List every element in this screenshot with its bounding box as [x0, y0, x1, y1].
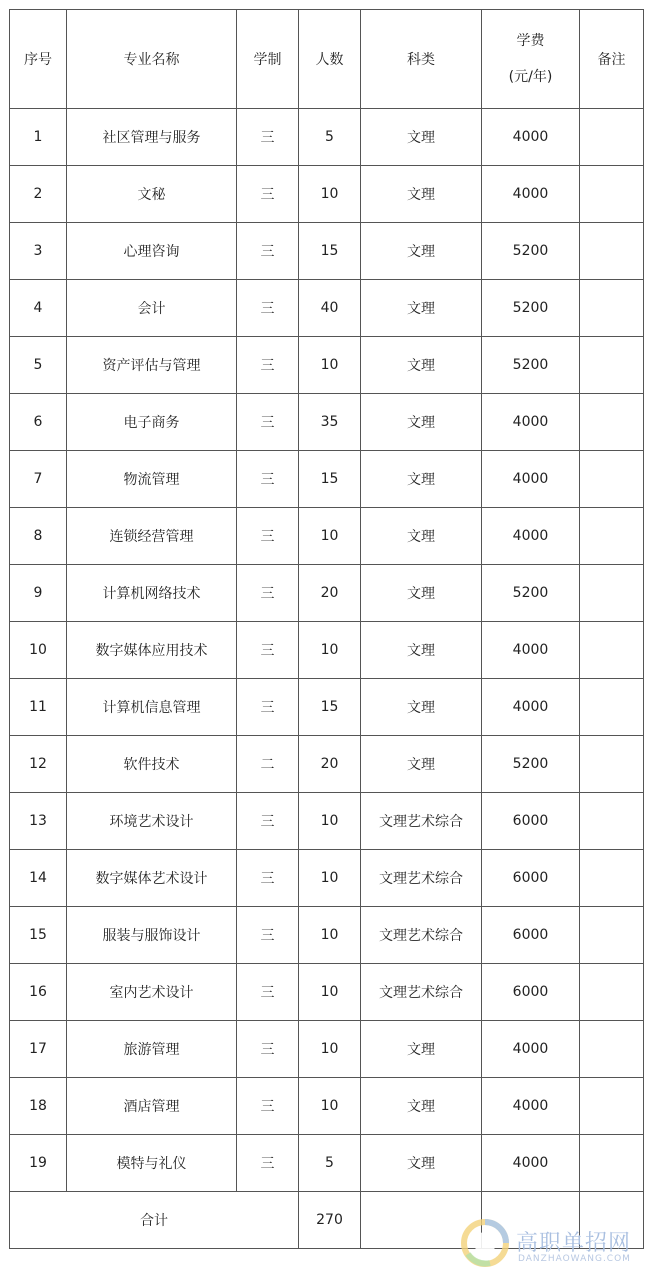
- header-fee-line2: (元/年): [508, 69, 553, 85]
- cell-count: 20: [299, 565, 361, 622]
- cell-category: 文理: [361, 280, 482, 337]
- cell-fee: 4000: [482, 1021, 580, 1078]
- cell-no: 1: [10, 109, 67, 166]
- enrollment-table: [9, 9, 644, 1249]
- cell-count: 40: [299, 280, 361, 337]
- cell-duration: 三: [237, 109, 299, 166]
- cell-category: 文理: [361, 1078, 482, 1135]
- cell-count: 10: [299, 1021, 361, 1078]
- cell-duration: 三: [237, 850, 299, 907]
- cell-duration: 三: [237, 394, 299, 451]
- cell-category: 文理: [361, 736, 482, 793]
- cell-duration: 三: [237, 280, 299, 337]
- table-row: [10, 622, 644, 679]
- cell-count: 10: [299, 508, 361, 565]
- cell-fee: 6000: [482, 850, 580, 907]
- cell-fee: 4000: [482, 451, 580, 508]
- cell-remark: [580, 166, 644, 223]
- cell-duration: 三: [237, 451, 299, 508]
- cell-no: 4: [10, 280, 67, 337]
- cell-fee: 6000: [482, 793, 580, 850]
- cell-no: 2: [10, 166, 67, 223]
- cell-fee: 5200: [482, 565, 580, 622]
- cell-fee: 4000: [482, 1135, 580, 1192]
- table-row: [10, 1078, 644, 1135]
- cell-remark: [580, 907, 644, 964]
- cell-fee: 5200: [482, 337, 580, 394]
- table-row: [10, 679, 644, 736]
- cell-count: 15: [299, 451, 361, 508]
- cell-remark: [580, 394, 644, 451]
- cell-category: 文理艺术综合: [361, 907, 482, 964]
- table-row: [10, 964, 644, 1021]
- cell-category: 文理艺术综合: [361, 793, 482, 850]
- table-header-row: [10, 10, 644, 109]
- cell-count: 15: [299, 679, 361, 736]
- cell-no: 3: [10, 223, 67, 280]
- cell-remark: [580, 793, 644, 850]
- header-duration: 学制: [237, 10, 299, 109]
- cell-no: 6: [10, 394, 67, 451]
- table-row: [10, 736, 644, 793]
- header-fee-line1: 学费: [516, 33, 545, 49]
- cell-category: 文理: [361, 565, 482, 622]
- table-row: [10, 1135, 644, 1192]
- cell-major: 服装与服饰设计: [67, 907, 237, 964]
- header-count: 人数: [299, 10, 361, 109]
- cell-major: 物流管理: [67, 451, 237, 508]
- cell-duration: 三: [237, 1021, 299, 1078]
- header-remark: 备注: [580, 10, 644, 109]
- cell-category: 文理艺术综合: [361, 850, 482, 907]
- cell-count: 5: [299, 109, 361, 166]
- cell-major: 会计: [67, 280, 237, 337]
- header-no: 序号: [10, 10, 67, 109]
- table-row: [10, 109, 644, 166]
- cell-fee: 6000: [482, 907, 580, 964]
- cell-fee: 6000: [482, 964, 580, 1021]
- cell-category: 文理: [361, 508, 482, 565]
- cell-count: 10: [299, 850, 361, 907]
- cell-count: 10: [299, 166, 361, 223]
- cell-major: 模特与礼仪: [67, 1135, 237, 1192]
- cell-category: 文理: [361, 1135, 482, 1192]
- cell-major: 数字媒体艺术设计: [67, 850, 237, 907]
- cell-fee: 5200: [482, 223, 580, 280]
- cell-duration: 三: [237, 1078, 299, 1135]
- total-count: 270: [299, 1192, 361, 1249]
- cell-no: 10: [10, 622, 67, 679]
- cell-no: 5: [10, 337, 67, 394]
- cell-remark: [580, 1021, 644, 1078]
- cell-no: 7: [10, 451, 67, 508]
- cell-duration: 三: [237, 223, 299, 280]
- cell-no: 14: [10, 850, 67, 907]
- cell-remark: [580, 964, 644, 1021]
- site-logo-icon: [460, 1218, 510, 1268]
- cell-fee: 4000: [482, 622, 580, 679]
- cell-no: 8: [10, 508, 67, 565]
- table-row: [10, 508, 644, 565]
- table-row: [10, 166, 644, 223]
- header-fee: [482, 10, 580, 109]
- cell-fee: 4000: [482, 166, 580, 223]
- watermark-title: 高职单招网: [516, 1231, 632, 1256]
- table-row: [10, 223, 644, 280]
- table-row: [10, 565, 644, 622]
- cell-remark: [580, 679, 644, 736]
- cell-major: 电子商务: [67, 394, 237, 451]
- cell-duration: 三: [237, 679, 299, 736]
- total-label: 合计: [10, 1192, 299, 1249]
- cell-no: 19: [10, 1135, 67, 1192]
- cell-category: 文理: [361, 679, 482, 736]
- cell-duration: 三: [237, 508, 299, 565]
- cell-duration: 三: [237, 793, 299, 850]
- cell-category: 文理: [361, 451, 482, 508]
- cell-category: 文理: [361, 337, 482, 394]
- table-row: [10, 1021, 644, 1078]
- cell-category: 文理: [361, 1021, 482, 1078]
- cell-count: 20: [299, 736, 361, 793]
- cell-duration: 三: [237, 1135, 299, 1192]
- cell-count: 35: [299, 394, 361, 451]
- cell-duration: 三: [237, 907, 299, 964]
- cell-fee: 4000: [482, 394, 580, 451]
- cell-fee: 5200: [482, 280, 580, 337]
- cell-remark: [580, 622, 644, 679]
- cell-major: 旅游管理: [67, 1021, 237, 1078]
- table-row: [10, 280, 644, 337]
- cell-duration: 三: [237, 964, 299, 1021]
- cell-duration: 三: [237, 166, 299, 223]
- cell-duration: 二: [237, 736, 299, 793]
- cell-duration: 三: [237, 337, 299, 394]
- cell-no: 13: [10, 793, 67, 850]
- cell-major: 心理咨询: [67, 223, 237, 280]
- cell-major: 计算机信息管理: [67, 679, 237, 736]
- cell-count: 10: [299, 337, 361, 394]
- cell-major: 环境艺术设计: [67, 793, 237, 850]
- cell-category: 文理: [361, 109, 482, 166]
- table-row: [10, 451, 644, 508]
- cell-remark: [580, 850, 644, 907]
- cell-major: 室内艺术设计: [67, 964, 237, 1021]
- cell-count: 10: [299, 964, 361, 1021]
- cell-no: 12: [10, 736, 67, 793]
- header-category: 科类: [361, 10, 482, 109]
- header-major: 专业名称: [67, 10, 237, 109]
- cell-remark: [580, 736, 644, 793]
- cell-remark: [580, 1078, 644, 1135]
- cell-count: 10: [299, 1078, 361, 1135]
- cell-major: 酒店管理: [67, 1078, 237, 1135]
- cell-no: 17: [10, 1021, 67, 1078]
- cell-count: 10: [299, 907, 361, 964]
- cell-category: 文理艺术综合: [361, 964, 482, 1021]
- watermark: [460, 1216, 650, 1276]
- cell-fee: 4000: [482, 508, 580, 565]
- table-row: [10, 850, 644, 907]
- cell-no: 15: [10, 907, 67, 964]
- table-row: [10, 907, 644, 964]
- cell-count: 15: [299, 223, 361, 280]
- cell-major: 连锁经营管理: [67, 508, 237, 565]
- cell-major: 文秘: [67, 166, 237, 223]
- cell-category: 文理: [361, 394, 482, 451]
- cell-fee: 4000: [482, 679, 580, 736]
- cell-major: 计算机网络技术: [67, 565, 237, 622]
- cell-major: 社区管理与服务: [67, 109, 237, 166]
- cell-category: 文理: [361, 166, 482, 223]
- cell-major: 数字媒体应用技术: [67, 622, 237, 679]
- cell-count: 10: [299, 793, 361, 850]
- cell-fee: 4000: [482, 1078, 580, 1135]
- table-row: [10, 394, 644, 451]
- table-row: [10, 337, 644, 394]
- cell-no: 9: [10, 565, 67, 622]
- cell-count: 10: [299, 622, 361, 679]
- cell-remark: [580, 1135, 644, 1192]
- cell-remark: [580, 508, 644, 565]
- cell-no: 16: [10, 964, 67, 1021]
- cell-no: 11: [10, 679, 67, 736]
- cell-remark: [580, 337, 644, 394]
- cell-remark: [580, 223, 644, 280]
- cell-duration: 三: [237, 565, 299, 622]
- watermark-subtitle: DANZHAOWANG.COM: [518, 1254, 631, 1264]
- cell-fee: 4000: [482, 109, 580, 166]
- cell-major: 软件技术: [67, 736, 237, 793]
- cell-remark: [580, 280, 644, 337]
- cell-category: 文理: [361, 223, 482, 280]
- cell-duration: 三: [237, 622, 299, 679]
- cell-major: 资产评估与管理: [67, 337, 237, 394]
- cell-fee: 5200: [482, 736, 580, 793]
- cell-remark: [580, 109, 644, 166]
- table-row: [10, 793, 644, 850]
- cell-count: 5: [299, 1135, 361, 1192]
- cell-remark: [580, 565, 644, 622]
- cell-remark: [580, 451, 644, 508]
- cell-no: 18: [10, 1078, 67, 1135]
- cell-category: 文理: [361, 622, 482, 679]
